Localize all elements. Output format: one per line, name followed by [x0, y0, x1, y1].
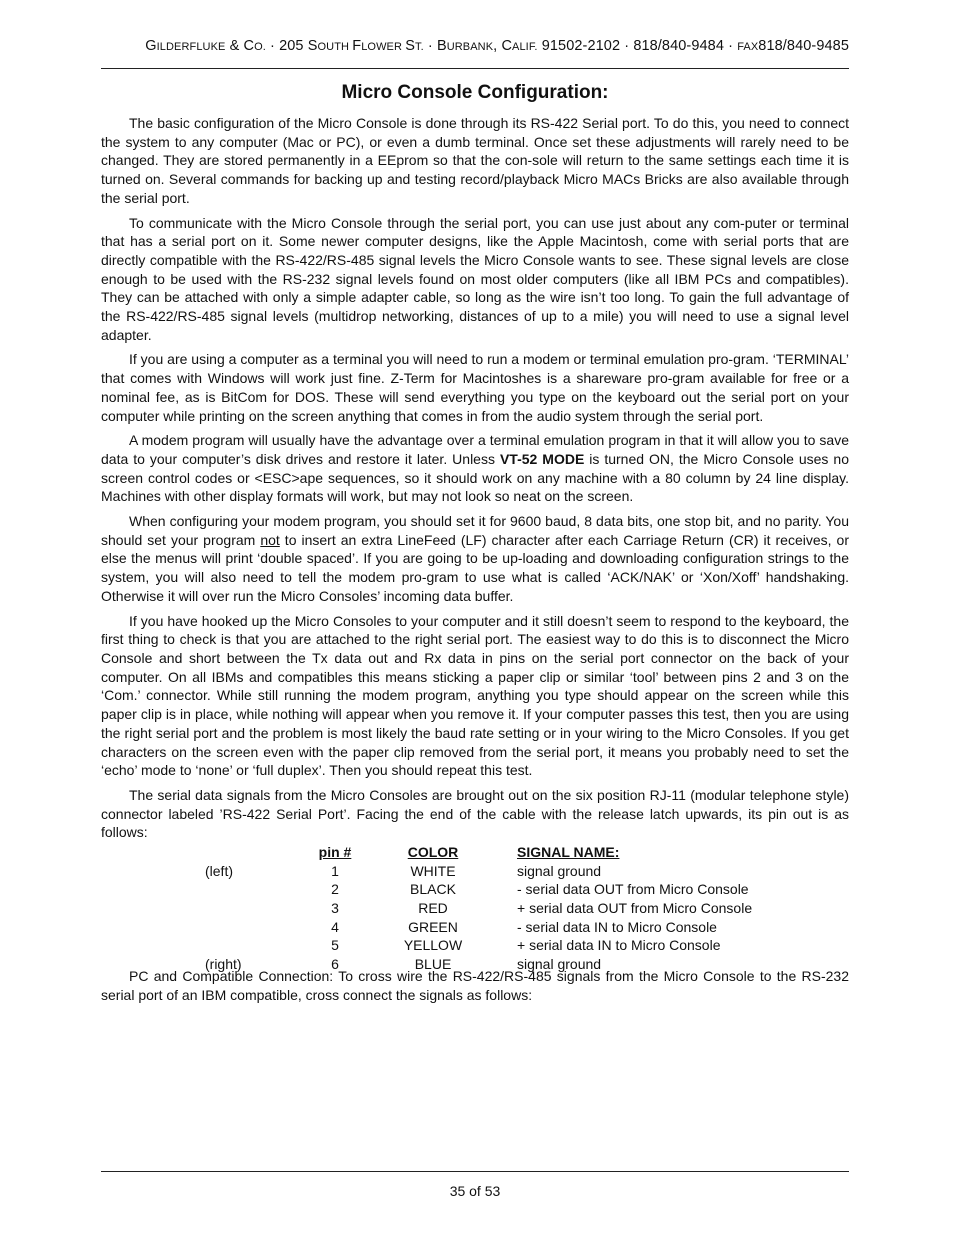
- pin-number: 2: [331, 881, 339, 898]
- signal-column-header: SIGNAL NAME:: [517, 844, 620, 861]
- paragraph-communicating: To communicate with the Micro Console through the serial port, you can use just about any com-puter or terminal that has a serial port on it. Some newer computer designs, like the Apple Macintosh, come with serial ports that are directly compatible with the RS-422/RS-485 signal levels the Micro Console wants to see. These signal levels are close enough to be used with the RS-232 signal levels found on most older computers (like all IBM PCs and compatibles). They can be attached with only a simple adapter cable, so long as the wire isn’t too long. To gain the full advantage of the RS-422/RS-485 signal levels (multidrop networking, distances of up to a mile) you will need to use a signal level adapter.: [101, 214, 849, 343]
- pinout-row: [101, 936, 849, 955]
- pinout-row: [101, 899, 849, 918]
- header-company-rest: ILDERFLUKE: [156, 41, 226, 53]
- pin-number: 1: [331, 862, 339, 879]
- emphasis-not: not: [260, 531, 280, 548]
- pinout-header-row: [101, 843, 849, 862]
- pin-color: BLUE: [414, 956, 452, 973]
- header-st-rest: T.: [414, 41, 424, 53]
- pinout-table: [101, 843, 849, 973]
- paragraph-settings-text-b: to insert an extra LineFeed (LF) character after each Carriage Return (CR) it receives, or else the menus will print ‘double spaced’. If you are going to be up-loading and downloading configuration strings to the system, you will also need to tell the modem pro-gram to use what is called ‘ACK/NAK’ or ‘Xon/Xoff’ handshaking. Otherwise it will over run the Micro Consoles’ incoming data buffer.: [101, 531, 849, 604]
- paragraph-modem-text-a: A modem program will usually have the advantage over a terminal emulation program in that it will allow you to save data to your computer’s disk drives and restore it later. Unless: [101, 432, 849, 467]
- header-burbank-initial: B: [436, 38, 447, 54]
- vt52-mode-label: VT-52 MODE: [499, 450, 585, 467]
- paragraph-pc-connection: PC and Compatible Connection: To cross wire the RS-422/RS-485 signals from the Micro Console to the RS-232 serial port of an IBM compatible, cross connect the signals as follows:: [101, 968, 849, 1003]
- pinout-row: [101, 862, 849, 881]
- page-number: 35 of 53: [449, 1183, 501, 1199]
- pin-number: 4: [331, 918, 339, 935]
- pin-signal: - serial data OUT from Micro Console: [517, 881, 749, 898]
- pin-column-header: pin #: [318, 844, 352, 861]
- paragraph-modem-program: [101, 431, 849, 506]
- pin-side: (left): [205, 862, 233, 879]
- page-title: Micro Console Configuration:: [341, 82, 609, 103]
- header-south-rest: OUTH: [317, 41, 353, 53]
- body-content: [101, 114, 849, 1010]
- header-fax-number: 818/840-9485: [758, 38, 849, 54]
- header-comma: ,: [493, 38, 502, 54]
- pin-side: (right): [205, 956, 242, 973]
- pinout-row: [101, 880, 849, 899]
- pin-color: GREEN: [408, 918, 458, 935]
- header-sep1: · 205: [265, 38, 308, 54]
- paragraph-settings-text-a: When configuring your modem program, you should set it for 9600 baud, 8 data bits, one stop bit, and no parity. You should set your program: [101, 513, 849, 548]
- pinout-row: [101, 918, 849, 937]
- pin-color: WHITE: [410, 862, 456, 879]
- color-column-header: COLOR: [407, 844, 459, 861]
- paragraph-modem-settings: [101, 512, 849, 606]
- footer-divider: [101, 1171, 849, 1172]
- header-zip-phone: 91502-2102 · 818/840-9484 ·: [537, 38, 738, 54]
- header-fax-label: FAX: [737, 41, 759, 53]
- header-calif-initial: C: [501, 38, 513, 54]
- paragraph-serial-signals: The serial data signals from the Micro Consoles are brought out on the six position RJ-11 (modular telephone style) connector labeled ’RS-422 Serial Port’. Facing the end of the cable with the release latch upwards, its pin out is as follows:: [101, 786, 849, 841]
- pin-number: 6: [331, 956, 339, 973]
- paragraph-troubleshooting: If you have hooked up the Micro Consoles to your computer and it still doesn’t seem to respond to the keyboard, the first thing to check is that you are attached to the right serial port. The easiest way to do this is to disconnect the Micro Console and short between the Tx data out and Rx data in pins on the serial port connector on the back of your computer. On all IBMs and compatibles this means sticking a paper clip or similar ‘tool’ between pins 2 and 3 on the ‘Com.’ connector. While still running the modem program, anything you type should appear on the screen while this paper clip is in place, while nothing will appear when you remove it. If your computer passes this test, then you are using the right serial port and the problem is most likely the baud rate setting or in your wiring to the Micro Consoles. If you get characters on the screen even with the paper clip removed from the serial port, it means you probably need to set the ‘echo’ mode to ‘none’ or ‘full duplex’. Then you should repeat this test.: [101, 612, 849, 779]
- pin-color: YELLOW: [403, 937, 463, 954]
- pin-number: 3: [331, 900, 339, 917]
- pin-number: 5: [331, 937, 339, 954]
- header-flower-rest: LOWER: [361, 41, 406, 53]
- header-st-initial: S: [405, 38, 415, 54]
- header-calif-rest: ALIF.: [512, 41, 538, 53]
- pin-signal: + serial data IN to Micro Console: [517, 937, 721, 954]
- pinout-row: [101, 955, 849, 974]
- pin-color: BLACK: [410, 881, 456, 898]
- header-south-initial: S: [307, 38, 318, 54]
- header-divider: [101, 68, 849, 69]
- paragraph-basic-configuration: The basic configuration of the Micro Console is done through its RS-422 Serial port. To do this, you need to connect the system to any computer (Mac or PC), or even a dumb terminal. Once set these adjustments will rarely need to be changed. They are stored permanently in a EEprom so that the con-sole will return to the same settings each time it is turned on. Several commands for backing up and testing record/playback Micro MACs Bricks are also available through the serial port.: [101, 115, 849, 206]
- header-sep2: ·: [423, 38, 437, 54]
- pin-signal: signal ground: [517, 862, 602, 879]
- pin-signal: + serial data OUT from Micro Console: [517, 900, 753, 917]
- header-co-rest: O.: [254, 41, 266, 53]
- header-flower-initial: F: [352, 38, 362, 54]
- paragraph-modem-text-b: is turned ON, the Micro Console uses no screen control codes or <ESC>ape sequences, so it should work on any machine with a 80 column by 24 line display. Machines with other display formats will work, but may not look so neat on the screen.: [101, 450, 849, 505]
- page-header: [101, 38, 849, 54]
- pin-signal: - serial data IN to Micro Console: [517, 918, 717, 935]
- pin-color: RED: [418, 900, 448, 917]
- header-amp: &: [225, 38, 244, 54]
- header-co-initial: C: [243, 38, 255, 54]
- header-burbank-rest: URBANK: [446, 41, 494, 53]
- header-company-initial: G: [145, 38, 157, 54]
- pin-signal: signal ground: [517, 956, 602, 973]
- paragraph-terminal-emulation: If you are using a computer as a terminal you will need to run a modem or terminal emulation pro-gram. ‘TERMINAL’ that comes with Windows will work just fine. Z-Term for Macintoshes is a shareware pro-gram available for free or a nominal fee, as is BitCom for DOS. These will send everything you type on the keyboard out the serial port on your computer while printing on the screen anything that comes in from the audio system through the serial port.: [101, 351, 849, 424]
